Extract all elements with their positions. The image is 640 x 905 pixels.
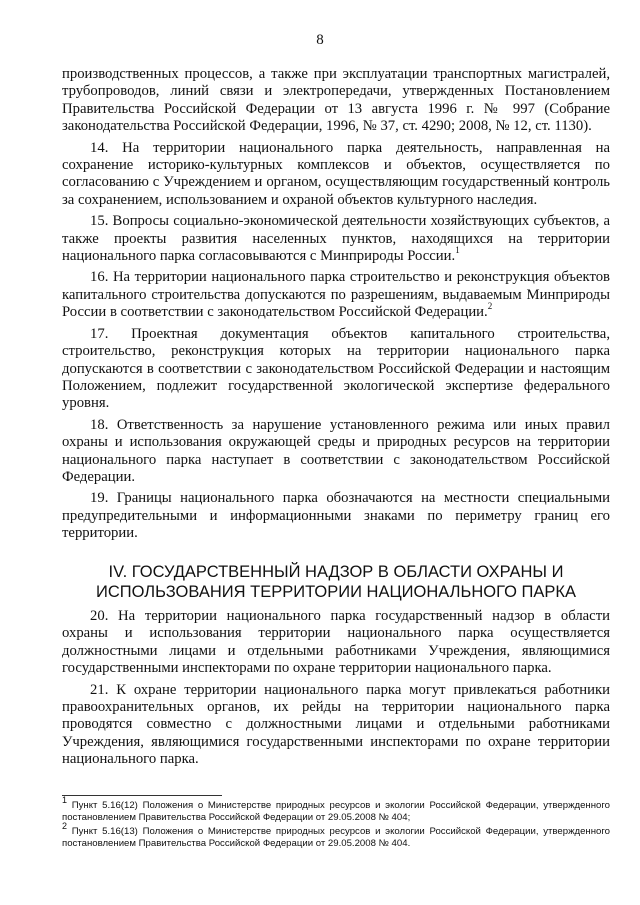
paragraph-18 xyxy=(62,417,610,487)
section-heading xyxy=(62,562,610,602)
footnote-1 xyxy=(62,794,610,825)
footnote-ref: 2 xyxy=(487,301,493,312)
footnote-mark: 2 xyxy=(62,820,68,831)
paragraph-text: 18. Ответственность за нарушение установленного режима или иных правил охраны и использования окружающей среды и природных ресурсов на территории национального парка наступает в соответствии с законодательством Российской Федерации. xyxy=(62,416,610,485)
paragraph-text: производственных процессов, а также при эксплуатации транспортных магистралей, трубопроводов, линий связи и электропередачи, утвержденных Постановлением Правительства Российской Федерации от 13 августа 1996 г. № 997 (Собрание законодательства Российской Федерации, 1996, № 37, ст. 4290; 2008, № 12, ст. 1130). xyxy=(62,66,610,135)
paragraph-21 xyxy=(62,682,610,769)
paragraph-text: 17. Проектная документация объектов капитального строительства, строительство, реконструкция которых на территории национального парка допускаются в соответствии с законодательством Российской Федерации и настоящим Положением, подлежит государственной экологической экспертизе федерального уровня. xyxy=(62,325,610,412)
paragraph-15 xyxy=(62,213,610,265)
page-number: 8 xyxy=(316,32,324,48)
paragraph-text: 15. Вопросы социально-экономической деятельности хозяйствующих субъектов, а также проекты развития населенных пунктов, находящихся на территории национального парка согласовываются с Минприроды России. xyxy=(62,213,610,265)
paragraph-text: 16. На территории национального парка строительство и реконструкция объектов капитального строительства допускаются по разрешениям, выдаваемым Минприроды России в соответствии с законодательством Российской Федерации. xyxy=(62,269,610,321)
paragraph-text: 20. На территории национального парка государственный надзор в области охраны и использования территории национального парка осуществляется должностными лицами и отдельными работниками Учреждения, являющимися государственными инспекторами по охране территории национального парка. xyxy=(62,608,610,677)
body-text-top xyxy=(62,66,610,543)
paragraph-20 xyxy=(62,608,610,678)
paragraph-text: 14. На территории национального парка деятельность, направленная на сохранение историко-культурных комплексов и объектов, осуществляется по согласованию с Учреждением и органом, осуществляющим государственный контроль за сохранением, использованием и охраной объектов культурного наследия. xyxy=(62,139,610,208)
paragraph-text: 19. Границы национального парка обозначаются на местности специальными предупредительными и информационными знаками по периметру границ его территории. xyxy=(62,490,610,542)
paragraph-text: 21. К охране территории национального парка могут привлекаться работники правоохранительных органов, их рейды на территории национального парка проводятся совместно с должностными лицами и отдельными работниками Учреждения, являющимися государственными инспекторами по охране территории национального парка. xyxy=(62,681,610,768)
footnote-2 xyxy=(62,820,610,851)
footnote-mark: 1 xyxy=(62,794,68,805)
paragraph-19 xyxy=(62,490,610,542)
paragraph-16 xyxy=(62,269,610,321)
footnote-separator xyxy=(62,795,222,796)
section-heading-line: ИСПОЛЬЗОВАНИЯ ТЕРРИТОРИИ НАЦИОНАЛЬНОГО ПАРКА xyxy=(96,583,576,601)
footnote-text: Пункт 5.16(13) Положения о Министерстве природных ресурсов и экологии Российской Федерации, утвержденного постановлением Правительства Российской Федерации от 29.05.2008 № 404. xyxy=(62,825,610,850)
paragraph-17 xyxy=(62,326,610,413)
footnote-text: Пункт 5.16(12) Положения о Министерстве природных ресурсов и экологии Российской Федерации, утвержденного постановлением Правительства Российской Федерации от 29.05.2008 № 404; xyxy=(62,800,610,824)
body-text-bottom xyxy=(62,608,610,773)
paragraph-continuation xyxy=(62,66,610,136)
footnotes xyxy=(62,794,610,852)
footnote-ref: 1 xyxy=(455,245,460,256)
section-heading-line: IV. ГОСУДАРСТВЕННЫЙ НАДЗОР В ОБЛАСТИ ОХРАНЫ И xyxy=(108,563,564,581)
paragraph-14 xyxy=(62,140,610,210)
